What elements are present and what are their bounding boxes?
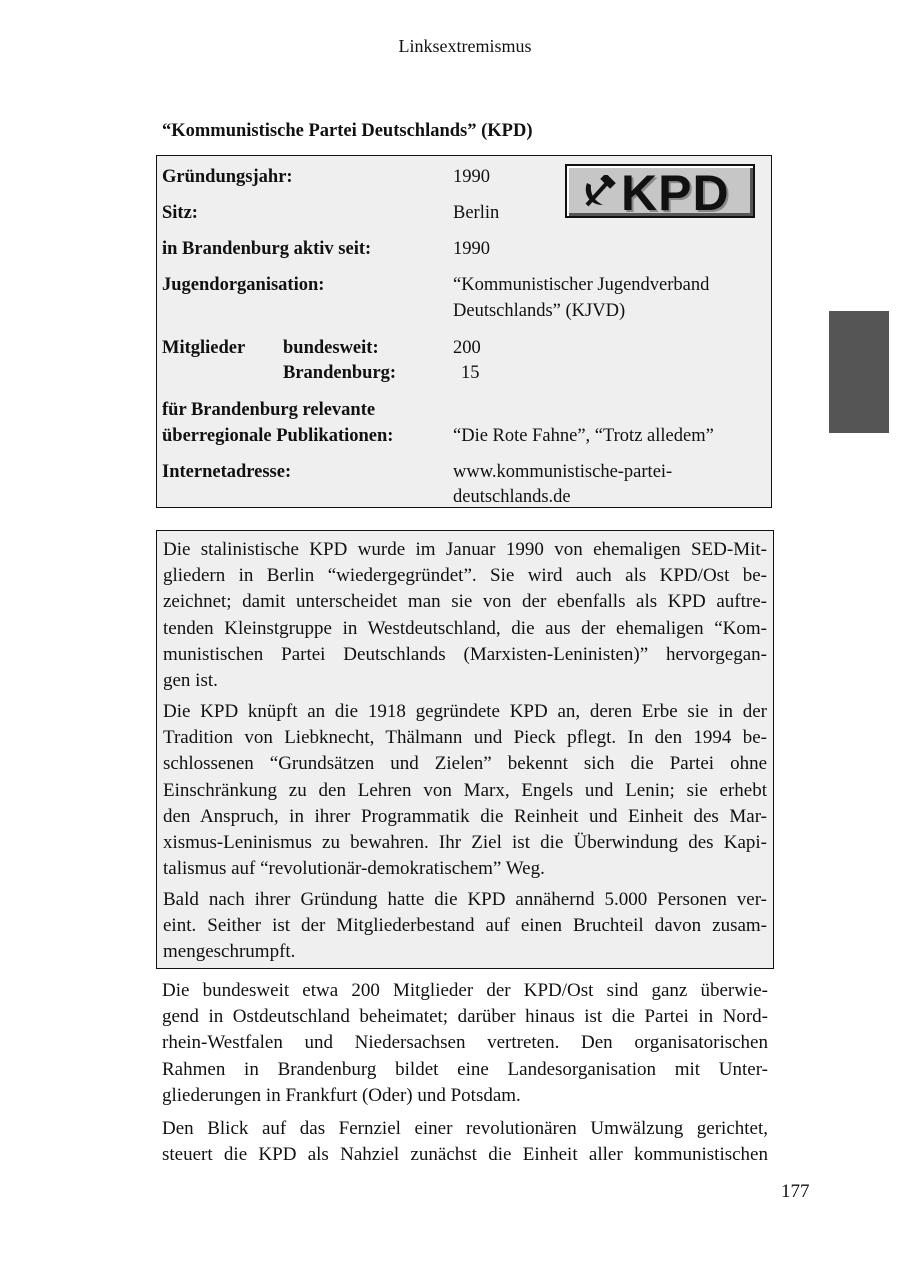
- youth-org-value-line-1: “Kommunistischer Jugendverband: [453, 275, 710, 295]
- seat-value: Berlin: [453, 203, 500, 223]
- internet-value-line-2: deutschlands.de: [453, 487, 571, 507]
- text-line: talismus auf “revolutionär-demokratischem” Weg.: [163, 858, 545, 880]
- running-head: Linksextremismus: [398, 36, 532, 56]
- members-brandenburg-value: 15: [461, 363, 480, 383]
- text-line: steuert die KPD als Nahziel zunächst die Einheit aller kommunistischen: [162, 1144, 768, 1166]
- seat-label: Sitz:: [162, 203, 198, 223]
- text-line: gliederungen in Frankfurt (Oder) und Potsdam.: [162, 1084, 521, 1106]
- text-line: mengeschrumpft.: [163, 941, 296, 963]
- text-line: Rahmen in Brandenburg bildet eine Landesorganisation mit Unter-: [162, 1058, 768, 1080]
- description-box: [156, 530, 774, 969]
- logo-text: KPD: [621, 165, 730, 221]
- box-paragraph-3: [163, 887, 767, 966]
- text-line: Tradition von Liebknecht, Thälmann und Pieck pflegt. In den 1994 be-: [163, 727, 767, 749]
- box-paragraph-2: [163, 699, 767, 882]
- publications-label-line-1: für Brandenburg relevante: [162, 400, 376, 420]
- internet-label: Internetadresse:: [162, 462, 292, 482]
- box-paragraph-1: [163, 537, 767, 694]
- text-line: eint. Seither ist der Mitgliederbestand auf einen Bruchteil davon zusam-: [163, 915, 767, 937]
- text-line: schlossenen “Grundsätzen und Zielen” bekennt sich die Partei ohne: [163, 753, 767, 775]
- founded-label: Gründungsjahr:: [162, 167, 293, 187]
- text-line: gliedern in Berlin “wiedergegründet”. Sie wird auch als KPD/Ost be-: [163, 565, 767, 587]
- page-number: 177: [781, 1181, 810, 1202]
- text-line: gen ist.: [163, 670, 218, 692]
- text-line: den Anspruch, in ihrer Programmatik die Reinheit und Einheit des Mar-: [163, 805, 767, 827]
- text-line: zeichnet; damit unterscheidet man sie von der ebenfalls als KPD auftre-: [163, 591, 767, 613]
- text-line: Die stalinistische KPD wurde im Januar 1990 von ehemaligen SED-Mit-: [163, 539, 767, 560]
- founded-value: 1990: [453, 167, 490, 187]
- active-since-value: 1990: [453, 239, 490, 259]
- section-title: “Kommunistische Partei Deutschlands” (KPD): [162, 121, 533, 141]
- text-line: xismus-Leninismus zu bewahren. Ihr Ziel ist die Überwindung des Kapi-: [163, 832, 767, 854]
- text-line: Die KPD knüpft an die 1918 gegründete KPD an, deren Erbe sie in der: [163, 701, 767, 722]
- internet-value-line-1: www.kommunistische-partei-: [453, 462, 673, 482]
- fact-box: [156, 155, 772, 508]
- text-line: rhein-Westfalen und Niedersachsen vertreten. Den organisatorischen: [162, 1032, 768, 1054]
- members-brandenburg-label: Brandenburg:: [283, 363, 397, 383]
- youth-org-value-line-2: Deutschlands” (KJVD): [453, 301, 626, 321]
- text-line: gend in Ostdeutschland beheimatet; darüber hinaus ist die Partei in Nord-: [162, 1006, 768, 1028]
- text-line: Einschränkung zu den Lehren von Marx, Engels und Lenin; sie erhebt: [163, 779, 767, 801]
- text-line: tenden Kleinstgruppe in Westdeutschland, die aus der ehemaligen “Kom-: [163, 617, 767, 639]
- hammer-and-sickle-icon: [581, 175, 617, 209]
- members-federal-value: 200: [453, 338, 481, 358]
- members-federal-label: bundesweit:: [283, 338, 379, 358]
- active-since-label: in Brandenburg aktiv seit:: [162, 239, 372, 259]
- publications-label-line-2: überregionale Publikationen:: [162, 426, 394, 446]
- text-line: munistischen Partei Deutschlands (Marxisten-Leninisten)” hervorgegan-: [163, 643, 767, 665]
- members-label: Mitglieder: [162, 338, 246, 358]
- kpd-logo: [565, 164, 755, 221]
- body-paragraph-1: [162, 978, 768, 1109]
- body-paragraph-2: [162, 1116, 768, 1168]
- text-line: Die bundesweit etwa 200 Mitglieder der KPD/Ost sind ganz überwie-: [162, 980, 768, 1001]
- chapter-thumb-tab: [829, 311, 889, 433]
- text-line: Den Blick auf das Fernziel einer revolutionären Umwälzung gerichtet,: [162, 1118, 768, 1139]
- youth-org-label: Jugendorganisation:: [162, 275, 325, 295]
- publications-value: “Die Rote Fahne”, “Trotz alledem”: [453, 426, 714, 446]
- text-line: Bald nach ihrer Gründung hatte die KPD annähernd 5.000 Personen ver-: [163, 889, 767, 910]
